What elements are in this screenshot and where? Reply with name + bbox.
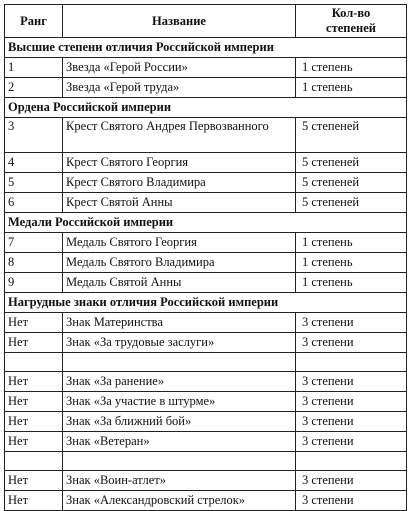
rank-cell: 6	[5, 193, 63, 213]
count-cell: 1 степень	[296, 273, 407, 293]
rank-cell: Нет	[5, 471, 63, 491]
blank-cell	[5, 353, 63, 372]
table-row	[5, 78, 407, 98]
section-row	[5, 98, 407, 118]
section-row	[5, 293, 407, 313]
count-cell: 1 степень	[296, 58, 407, 78]
name-cell: Медаль Святой Анны	[63, 273, 296, 293]
rank-cell: 4	[5, 153, 63, 173]
header-count: Кол-во степеней	[296, 5, 407, 38]
rank-cell: 9	[5, 273, 63, 293]
rank-cell: 8	[5, 253, 63, 273]
blank-cell	[5, 452, 63, 471]
name-cell: Крест Святого Андрея Первозванного	[63, 118, 296, 153]
count-cell: 3 степени	[296, 333, 407, 353]
blank-row	[5, 353, 407, 372]
section-title: Высшие степени отличия Российской империи	[5, 38, 407, 58]
count-cell: 3 степени	[296, 491, 407, 511]
count-cell: 1 степень	[296, 233, 407, 253]
count-cell: 3 степени	[296, 313, 407, 333]
name-cell: Знак «За ближний бой»	[63, 412, 296, 432]
header-rank: Ранг	[5, 5, 63, 38]
section-row	[5, 213, 407, 233]
table-row	[5, 313, 407, 333]
rank-cell: 7	[5, 233, 63, 253]
blank-cell	[63, 452, 296, 471]
name-cell: Знак «Воин-атлет»	[63, 471, 296, 491]
count-cell: 5 степеней	[296, 118, 407, 153]
header-name: Название	[63, 5, 296, 38]
section-title: Нагрудные знаки отличия Российской империи	[5, 293, 407, 313]
section-title: Ордена Российской империи	[5, 98, 407, 118]
name-cell: Знак «За ранение»	[63, 372, 296, 392]
count-cell: 1 степень	[296, 253, 407, 273]
table-row	[5, 193, 407, 213]
table-row	[5, 471, 407, 491]
blank-cell	[63, 353, 296, 372]
table-row	[5, 118, 407, 153]
name-cell: Крест Святого Владимира	[63, 173, 296, 193]
name-cell: Медаль Святого Георгия	[63, 233, 296, 253]
count-cell: 5 степеней	[296, 193, 407, 213]
count-cell: 3 степени	[296, 471, 407, 491]
awards-table-container	[4, 4, 406, 507]
name-cell: Знак «Ветеран»	[63, 432, 296, 452]
count-cell: 5 степеней	[296, 153, 407, 173]
count-cell: 5 степеней	[296, 173, 407, 193]
name-cell: Медаль Святого Владимира	[63, 253, 296, 273]
rank-cell: 5	[5, 173, 63, 193]
rank-cell: Нет	[5, 491, 63, 511]
section-row	[5, 38, 407, 58]
name-cell: Знак «Александровский стрелок»	[63, 491, 296, 511]
count-cell: 3 степени	[296, 432, 407, 452]
rank-cell: Нет	[5, 313, 63, 333]
table-row	[5, 372, 407, 392]
table-row	[5, 153, 407, 173]
table-row	[5, 333, 407, 353]
rank-cell: 1	[5, 58, 63, 78]
count-cell: 3 степени	[296, 392, 407, 412]
count-cell: 3 степени	[296, 412, 407, 432]
name-cell: Крест Святой Анны	[63, 193, 296, 213]
table-row	[5, 273, 407, 293]
table-body	[5, 38, 407, 511]
name-cell: Звезда «Герой труда»	[63, 78, 296, 98]
blank-row	[5, 452, 407, 471]
rank-cell: Нет	[5, 412, 63, 432]
count-cell: 1 степень	[296, 78, 407, 98]
blank-cell	[296, 452, 407, 471]
table-row	[5, 173, 407, 193]
awards-table	[4, 4, 407, 511]
count-cell: 3 степени	[296, 372, 407, 392]
table-row	[5, 412, 407, 432]
rank-cell: 2	[5, 78, 63, 98]
table-row	[5, 491, 407, 511]
table-row	[5, 233, 407, 253]
name-cell: Знак Материнства	[63, 313, 296, 333]
table-header-row	[5, 5, 407, 38]
rank-cell: 3	[5, 118, 63, 153]
table-row	[5, 432, 407, 452]
name-cell: Знак «За участие в штурме»	[63, 392, 296, 412]
name-cell: Крест Святого Георгия	[63, 153, 296, 173]
rank-cell: Нет	[5, 432, 63, 452]
table-row	[5, 392, 407, 412]
name-cell: Звезда «Герой России»	[63, 58, 296, 78]
rank-cell: Нет	[5, 333, 63, 353]
section-title: Медали Российской империи	[5, 213, 407, 233]
blank-cell	[296, 353, 407, 372]
rank-cell: Нет	[5, 392, 63, 412]
table-row	[5, 253, 407, 273]
table-row	[5, 58, 407, 78]
name-cell: Знак «За трудовые заслуги»	[63, 333, 296, 353]
rank-cell: Нет	[5, 372, 63, 392]
